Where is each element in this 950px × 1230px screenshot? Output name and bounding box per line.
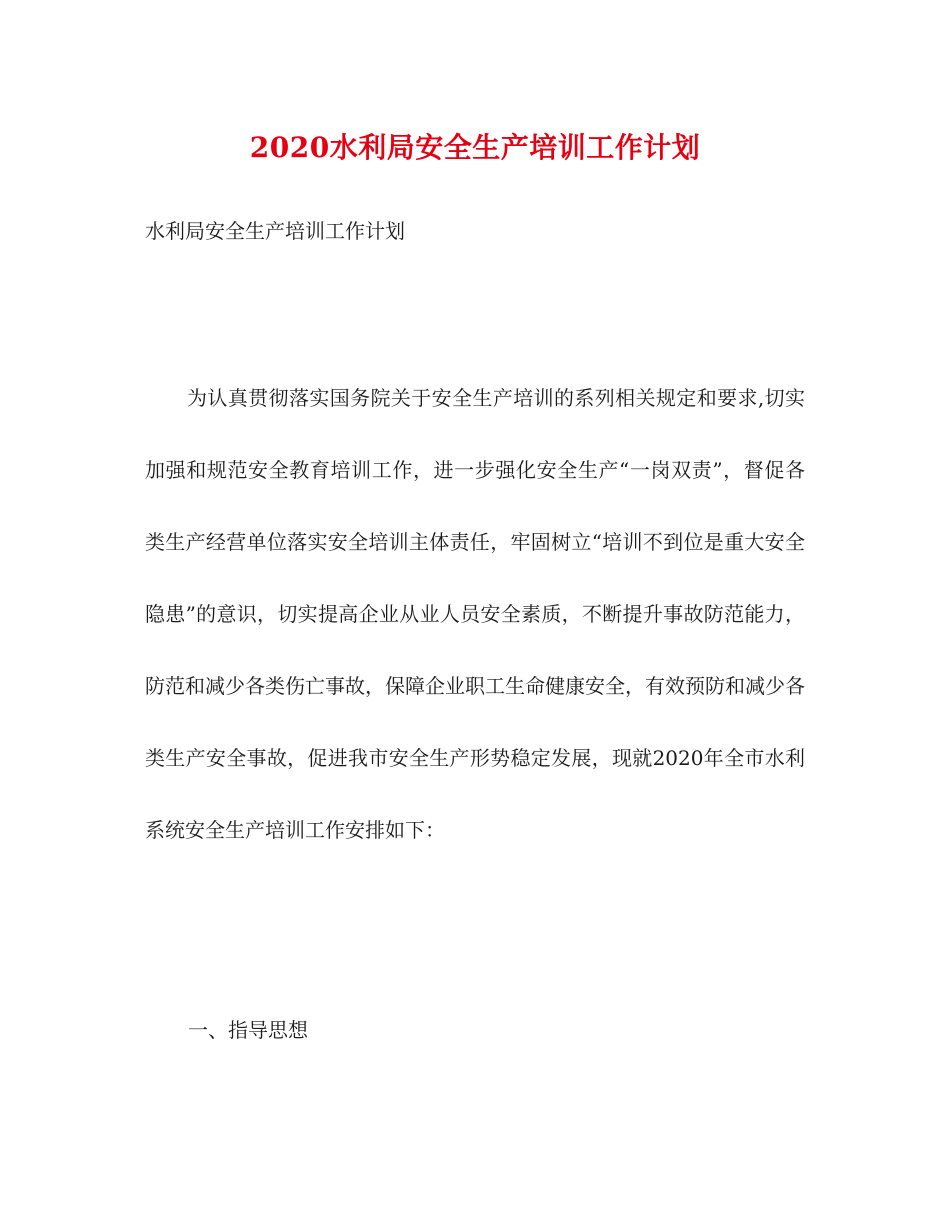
- intro-paragraph: 为认真贯彻落实国务院关于安全生产培训的系列相关规定和要求,切实加强和规范安全教育培训工作，进一步强化安全生产“一岗双责”，督促各类生产经营单位落实安全培训主体责任，牢固树立“培训不到位是重大安全隐患”的意识，切实提高企业从业人员安全素质，不断提升事故防范能力，防范和减少各类伤亡事故，保障企业职工生命健康安全，有效预防和减少各类生产安全事故，促进我市安全生产形势稳定发展，现就2020年全市水利系统安全生产培训工作安排如下：: [145, 386, 805, 842]
- section-heading-guiding-ideology: 一、指导思想: [188, 1018, 308, 1042]
- document-title: 2020水利局安全生产培训工作计划: [249, 131, 701, 164]
- document-subtitle: 水利局安全生产培训工作计划: [145, 219, 405, 243]
